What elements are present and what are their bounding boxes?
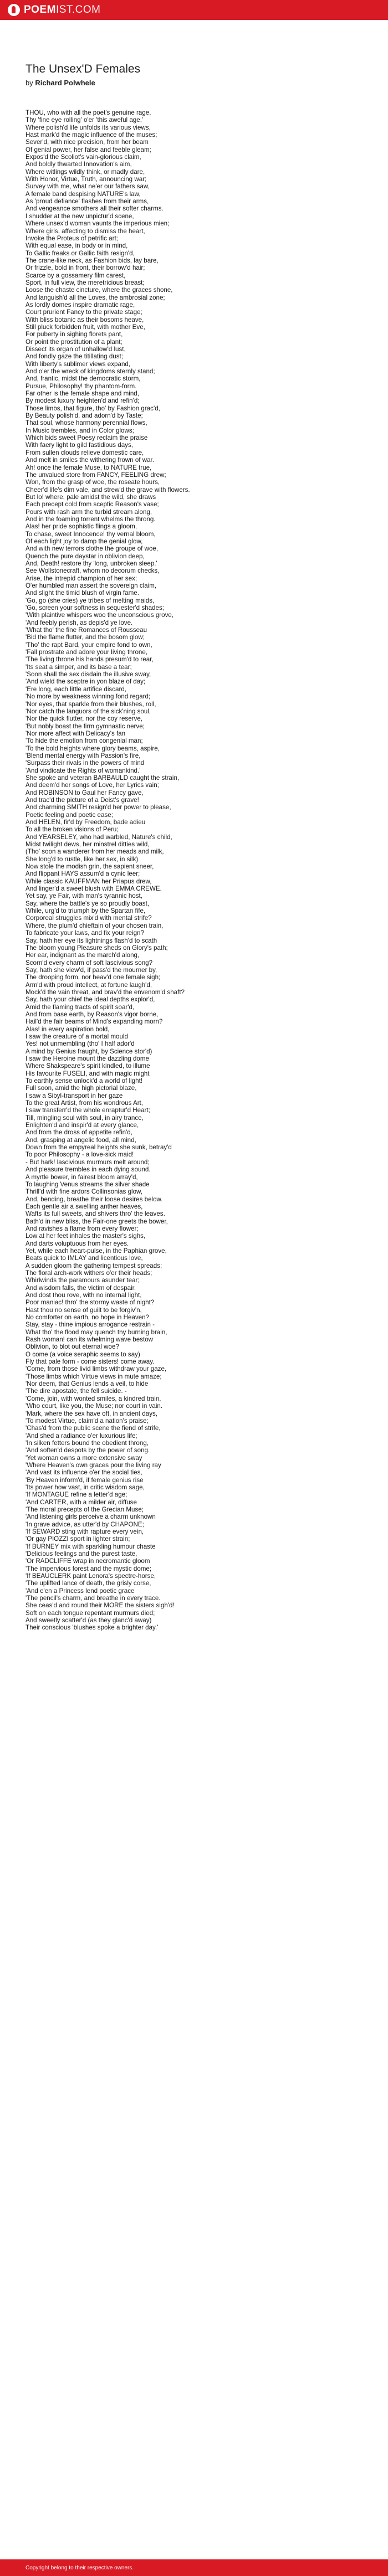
poem-line: 'Who court, like you, the Muse; nor court in vain.: [25, 1402, 163, 1410]
poem-line: She spoke and veteran BARBAULD caught the strain,: [25, 774, 180, 781]
poem-line: Bath'd in new bliss, the Fair-one greets the bower,: [25, 1217, 168, 1225]
poem-line: She long'd to rustle, like her sex, in silk): [25, 855, 139, 863]
poem-line: See Wollstonecraft, whom no decorum checks,: [25, 567, 160, 575]
poem-line: And darts voluptuous from her eyes.: [25, 1240, 129, 1247]
poem-line: Or point the prostitution of a plant;: [25, 338, 122, 346]
poem-line: 'The living throne his hands presum'd to rear,: [25, 656, 154, 664]
poem-line: 'Mark, where the sex have oft, in ancient days,: [25, 1410, 158, 1417]
poem-line: I saw a Sibyl-transport in her gaze: [25, 1092, 123, 1099]
poem-line: 'Bid the flame flutter, and the bosom glow;: [25, 634, 145, 641]
poem-line: 'And shed a radiance o'er luxurious life;: [25, 1432, 137, 1439]
poem-line: Dissect its organ of unhallow'd lust,: [25, 346, 126, 353]
poem-line: Expos'd the Scoliot's vain-glorious claim,: [25, 153, 141, 161]
poem-line: Till, mingling soul with soul, in airy trance,: [25, 1114, 144, 1122]
poem-line: 'And vast its influence o'er the social ties,: [25, 1469, 142, 1477]
poem-line: 'Nor more affect with Delicacy's fan: [25, 729, 126, 737]
poem-line: A sudden gloom the gathering tempest spreads;: [25, 1262, 162, 1269]
poem-line: Down from the empyreal heights she sunk, betray'd: [25, 1144, 172, 1151]
poem-line: 'Ere long, each little artifice discard,: [25, 685, 127, 693]
poem-line: Yet, while each heart-pulse, in the Paphian grove,: [25, 1247, 167, 1254]
poem-line: Where Shakspeare's spirit kindled, to illume: [25, 1062, 150, 1070]
poem-line: 'To modest Virtue, claim'd a nation's praise;: [25, 1417, 149, 1425]
poem-line: Where polish'd life unfolds its various views,: [25, 124, 151, 131]
poem-line: 'Blend mental energy with Passion's fire,: [25, 752, 141, 759]
poem-line: Say, hath her eye its lightnings flash'd to scath: [25, 937, 157, 944]
poem-line: The drooping form, nor heav'd one female sigh;: [25, 974, 161, 981]
poem-line: That soul, whose harmony perennial flows,: [25, 419, 147, 427]
poem-line: 'No more by weakness winning fond regard;: [25, 693, 151, 701]
poem-line: 'Nor the quick flutter, nor the coy reserve,: [25, 715, 142, 723]
poem-line: Hast thou no sense of guilt to be forgiv'n,: [25, 1306, 142, 1314]
poem-line: 'If BURNEY mix with sparkling humour chaste: [25, 1542, 156, 1550]
poem-line: 'The pencil's charm, and breathe in every trace.: [25, 1595, 161, 1602]
poem-line: 'By Heaven inform'd, if female genius rise: [25, 1476, 144, 1484]
poem-line: Or frizzle, bold in front, their borrow'd hair;: [25, 264, 145, 272]
poem-line: - But hark! lascivious murmurs melt around;: [25, 1158, 150, 1166]
poem-line: 'Come, from those livid limbs withdraw your gaze,: [25, 1365, 167, 1373]
site-logo[interactable]: [8, 4, 101, 16]
poem-line: 'Nor catch the languors of the sick'ning soul,: [25, 707, 151, 715]
poem-line: With faery light to gild fastidious days,: [25, 441, 133, 449]
poem-line: Of each light joy to damp the genial glow,: [25, 537, 143, 545]
poem-line: 'The uplifted lance of death, the grisly corse,: [25, 1580, 151, 1587]
poem-line: Whirlwinds the paramours asunder tear;: [25, 1277, 140, 1284]
poem-line: Their conscious 'blushes spoke a brighter day.': [25, 1624, 159, 1632]
poem-line: 'And listening girls perceive a charm unknown: [25, 1513, 156, 1521]
poem-line: Stay, stay - thine impious arrogance restrain -: [25, 1321, 155, 1329]
poem-line: Yes! not unmembling (tho' I half ador'd: [25, 1040, 135, 1048]
poem-line: Which bids sweet Poesy reclaim the praise: [25, 434, 148, 442]
poem-line: And from base earth, by Reason's vigor borne,: [25, 1010, 159, 1018]
poem-line: 'If BEAUCLERK paint Lenora's spectre-horse,: [25, 1572, 156, 1580]
poem-line: And dost thou rove, with no internal light,: [25, 1292, 142, 1299]
poem-line: Wafts its full sweets, and shivers thro' the leaves.: [25, 1210, 165, 1218]
poem-line: 'And feebly perish, as depis'd ye love.: [25, 619, 133, 626]
poem-line: The unvalued store from FANCY, FEELING drew;: [25, 471, 166, 479]
poem-line: And flippant HAYS assum'd a cynic leer;: [25, 870, 140, 878]
poem-line: Amid the flaming tracts of spirit soar'd,: [25, 1003, 135, 1011]
poem-line: And sweetly scatter'd (as they glanc'd away): [25, 1617, 152, 1624]
poem-line: Cheer'd life's dim vale, and strew'd the grave with flowers.: [25, 486, 190, 493]
poem-line: And pleasure trembles in each dying sound.: [25, 1166, 151, 1174]
poem-line: And ROBINSON to Gaul her Fancy gave,: [25, 789, 144, 796]
poem-line: 'With plaintive whispers woo the unconscious grove,: [25, 611, 174, 619]
poem-line: Sever'd, with nice precision, from her beam: [25, 138, 149, 146]
poem-line: Say, hath she view'd, if pass'd the mourner by,: [25, 966, 157, 974]
quill-logo-icon: [8, 4, 20, 16]
poem-line: And melt in smiles the withering frown of war.: [25, 456, 154, 464]
poem-line: 'Its power how vast, in critic wisdom sage,: [25, 1483, 145, 1491]
poem-line: With equal ease, in body or in mind,: [25, 242, 128, 250]
poem-line: A mind by Genius fraught, by Science stor'd): [25, 1047, 152, 1055]
poem-line: 'Chas'd from the public scene the fiend of strife,: [25, 1425, 161, 1432]
poem-line: The bloom young Pleasure sheds on Glory's path;: [25, 944, 168, 952]
poem-line: Alas! in every aspiration bold,: [25, 1025, 110, 1033]
poem-line: While, urg'd to triumph by the Spartan fife,: [25, 907, 146, 915]
poem-line: Far other is the female shape and mind,: [25, 390, 139, 398]
byline: [25, 78, 364, 88]
poem-line: 'The moral precepts of the Grecian Muse;: [25, 1505, 144, 1513]
footer-copyright: Copyright belong to their respective owners.: [25, 2564, 134, 2571]
poem-line: And vengeance smothers all their softer charms.: [25, 205, 164, 213]
poem-line: Each precept cold from sceptic Reason's vase;: [25, 501, 159, 508]
poem-line: And trac'd the picture of a Deist's grave!: [25, 796, 139, 804]
poem-line: The floral arch-work withers o'er their heads;: [25, 1269, 152, 1277]
poem-line: Ah! once the female Muse, to NATURE true,: [25, 464, 152, 471]
poem-line: Court prurient Fancy to the private stage;: [25, 308, 142, 316]
poem-line: And fondly gaze the titillating dust;: [25, 353, 123, 361]
byline-prefix: by: [25, 79, 33, 87]
poem-line: Corporeal struggles mix'd with mental strife?: [25, 914, 152, 922]
poem-line: Scorn'd every charm of soft lascivious song?: [25, 959, 153, 966]
poem-line: (Tho' soon a wanderer from her meads and milk,: [25, 848, 164, 856]
poem-line: I saw transferr'd the whole enraptur'd Heart;: [25, 1107, 150, 1114]
poem-line: I saw the creature of a mortal mould: [25, 1032, 128, 1040]
poem-line: From sullen clouds relieve domestic care,: [25, 449, 144, 456]
poem-line: Those limbs, that figure, tho' by Fashion grac'd,: [25, 404, 160, 412]
poem-line: Hail'd the fair beams of Mind's expanding morn?: [25, 1018, 163, 1026]
poem-line: 'Come, join, with wonted smiles, a kindred train,: [25, 1395, 161, 1402]
poem-line: 'Tho' the rapt Bard, your empire fond to own,: [25, 641, 152, 649]
poem-line: Pursue, Philosophy! thy phantom-form.: [25, 382, 137, 390]
poem-line: With bliss botanic as their bosoms heave,: [25, 316, 144, 323]
poem-line: And HELEN, fir'd by Freedom, bade adieu: [25, 819, 146, 826]
poem-line: Where, the plum'd chieftain of your chosen train,: [25, 922, 164, 929]
logo-text: [24, 4, 101, 16]
poem-line: Say, where the battle's ye so proudly boast,: [25, 899, 150, 907]
poem-line: 'And CARTER, with a milder air, diffuse: [25, 1498, 137, 1506]
poem-line: And YEARSELEY, who had warbled, Nature's child,: [25, 833, 172, 841]
poem-line: Of genial power, her false and feeble gleam;: [25, 146, 151, 153]
poem-line: 'If SEWARD sting with rapture every vein,: [25, 1528, 144, 1535]
poem-line: Enlighten'd and inspir'd at every glance,: [25, 1122, 139, 1129]
poem-line: Where girls, affecting to dismiss the heart,: [25, 227, 145, 235]
poem-line: Sport, in full view, the meretricious breast;: [25, 279, 145, 286]
poem-line: What tho' the flood may quench thy burning brain,: [25, 1328, 167, 1336]
poem-line: 'Go, screen your softness in sequester'd shades;: [25, 604, 164, 612]
poem-line: Poetic feeling and poetic ease;: [25, 811, 113, 819]
poem-line: Each gentle air a swelling anther heaves,: [25, 1202, 143, 1210]
poem-line: THOU, who with all the poet's genuine rage,: [25, 109, 151, 116]
poem-line: Where unsex'd woman vaunts the imperious mien;: [25, 220, 170, 228]
poem-line: To Gallic freaks or Gallic faith resign'd,: [25, 249, 135, 257]
poem-line: By modest luxury heighten'd and refin'd;: [25, 397, 140, 405]
poem-line: And deem'd her songs of Love, her Lyrics vain;: [25, 781, 159, 789]
poem-line: 'In silken fetters bound the obedient throng,: [25, 1439, 149, 1447]
poem-line: And in the foaming torrent whelms the throng.: [25, 515, 156, 523]
poem-line: 'But nobly boast the firm gymnastic nerve;: [25, 722, 145, 730]
poem-line: While classic KAUFFMAN her Priapus drew,: [25, 877, 152, 885]
poem-line: Pours with rash arm the turbid stream along,: [25, 508, 152, 516]
poem-line: Scarce by a gossamery film carest,: [25, 271, 126, 279]
poem-line: Where witlings wildly think, or madly dare,: [25, 168, 145, 176]
poem-line: But lo! where, pale amidst the wild, she draws: [25, 493, 156, 501]
poem-line: To laughing Venus streams the silver shade: [25, 1180, 150, 1188]
logo-text-domain: IST.COM: [55, 4, 101, 16]
poem-line: To poor Philosophy - a love-sick maid!: [25, 1151, 134, 1159]
poem-line: Loose the chaste cincture, where the graces shone,: [25, 286, 173, 294]
poem-line: I shudder at the new unpictur'd scene,: [25, 212, 134, 220]
poem-line: 'Where Heaven's own graces pour the living ray: [25, 1461, 161, 1469]
poem-line: 'Nor deem, that Genius lends a veil, to hide: [25, 1380, 149, 1388]
poem-line: For puberty in sighing florets pant,: [25, 331, 123, 338]
poem-line: And boldly thwarted Innovation's aim,: [25, 161, 132, 168]
poem-line: With liberty's sublimer views expand,: [25, 360, 131, 368]
poem-line: And, Death! restore thy 'long, unbroken sleep.': [25, 559, 157, 567]
poem-line: Fly that pale form - come sisters! come away.: [25, 1358, 155, 1366]
poem-line: 'Or RADCLIFFE wrap in necromantic gloom: [25, 1557, 150, 1565]
poem-line: O'er humbled man assert the sovereign claim,: [25, 582, 157, 589]
poem-line: 'Nor eyes, that sparkle from their blushes, roll,: [25, 700, 156, 708]
poem-line: 'What tho' the fine Romances of Rousseau: [25, 626, 147, 634]
poem-line: 'To the bold heights where glory beams, aspire,: [25, 744, 160, 752]
poem-line: Her ear, indignant as the march'd along,: [25, 952, 140, 959]
poem-line: 'And e'en a Princess lend poetic grace: [25, 1587, 135, 1595]
footer: [0, 2559, 388, 2576]
poem-line: 'Fall prostrate and adore your living throne,: [25, 649, 148, 656]
poem-line: Invoke the Proteus of petrific art;: [25, 234, 118, 242]
poem-line: 'The dire apostate, the fell suicide. -: [25, 1387, 127, 1395]
poem-line: With Honor, Virtue, Truth, announcing war;: [25, 176, 147, 183]
poem-line: 'In grave advice, as utter'd by CHAPONE;: [25, 1520, 144, 1528]
poem-body: [25, 109, 364, 1632]
poem-line: And languish'd all the Loves, the ambrosial zone;: [25, 294, 165, 301]
poem-line: Low at her feet inhales the master's sighs,: [25, 1232, 146, 1240]
poem-line: And with new terrors clothe the groupe of woe,: [25, 545, 159, 553]
poem-line: And, bending, breathe their loose desires below.: [25, 1195, 163, 1203]
poem-line: Hast mark'd the magic influence of the muses;: [25, 131, 157, 139]
poem-line: 'Or gay PIOZZI sport in lighter strain;: [25, 1535, 130, 1543]
poem-line: His favourite FUSELI, and with magic might: [25, 1070, 150, 1077]
poem-line: 'And soften'd despots by the power of song.: [25, 1447, 150, 1454]
poem-line: 'To hide the emotion from congenial man;: [25, 737, 143, 745]
poem-line: Midst twilight dews, her minstrel ditties wild,: [25, 841, 150, 849]
poem-line: And linger'd a sweet blush with EMMA CREWE.: [25, 885, 162, 893]
poem-line: Survey with me, what ne'er our fathers saw,: [25, 183, 150, 191]
poem-line: I saw the Heroine mount the dazzling dome: [25, 1055, 149, 1062]
poem-line: 'The impervious forest and the mystic dome;: [25, 1565, 152, 1572]
poem-line: 'Yet woman owns a more extensive sway: [25, 1454, 142, 1462]
poem-line: And from the dross of appetite refin'd,: [25, 1129, 132, 1137]
poem-line: Arise, the intrepid champion of her sex;: [25, 574, 137, 582]
poem-line: Quench the pure daystar in oblivion deep,: [25, 552, 145, 560]
poem-line: 'Those limbs which Virtue views in mute amaze;: [25, 1372, 162, 1380]
poem-content: [25, 62, 364, 1632]
poem-line: Thy 'fine eye rolling' o'er 'this aweful age,': [25, 116, 144, 124]
poem-line: And wisdom falls, the victim of despair.: [25, 1284, 136, 1292]
poem-line: Won, from the grasp of woe, the roseate hours,: [25, 479, 160, 486]
poem-line: And slight the timid blush of virgin fame.: [25, 589, 139, 597]
poem-line: O come (a voice seraphic seems to say): [25, 1350, 140, 1358]
poem-line: The crane-like neck, as Fashion bids, lay bare,: [25, 256, 159, 264]
poem-line: 'Delicious feelings and the purest taste,: [25, 1550, 137, 1558]
poem-line: She ceas'd and round their MORE the sisters sigh'd!: [25, 1602, 175, 1610]
poem-line: Rash woman! can its whelming wave bestow: [25, 1336, 154, 1344]
poem-line: No comforter on earth, no hope in Heaven?: [25, 1314, 149, 1322]
poem-line: Poor maniac! thro' the stormy waste of night?: [25, 1299, 155, 1307]
poem-line: 'And vindicate the Rights of womankind.': [25, 767, 141, 774]
author-link[interactable]: Richard Polwhele: [35, 79, 95, 87]
poem-line: As lordly domes inspire dramatic rage,: [25, 301, 135, 308]
poem-line: 'Its seat a simper, and its base a tear;: [25, 663, 132, 671]
poem-line: A female band despising NATURE's law,: [25, 190, 141, 198]
poem-line: To all the broken visions of Peru;: [25, 826, 119, 834]
poem-line: And, grasping at angelic food, all mind,: [25, 1136, 136, 1144]
poem-line: Soft on each tongue repentant murmurs died;: [25, 1609, 155, 1617]
poem-line: And ravishes a flame from every flower;: [25, 1225, 139, 1232]
poem-line: Arm'd with proud intellect, at fortune laugh'd,: [25, 981, 152, 989]
poem-line: Thrill'd with fine ardors Collinsonias glow,: [25, 1188, 142, 1196]
poem-line: 'Surpass their rivals in the powers of mind: [25, 759, 145, 767]
poem-line: 'If MONTAGUE refine a letter'd age;: [25, 1491, 127, 1499]
poem-line: Mock'd the vain threat, and brav'd the envenom'd shaft?: [25, 988, 185, 996]
poem-line: Still pluck forbidden fruit, with mother Eve,: [25, 323, 145, 331]
poem-line: Say, hath your chief the ideal depths explor'd,: [25, 996, 155, 1004]
poem-line: 'Soon shall the sex disdain the illusive sway,: [25, 671, 151, 678]
poem-line: A myrtle bower, in fairest bloom array'd,: [25, 1173, 138, 1181]
poem-line: To fabricate your laws, and fix your reign?: [25, 929, 144, 937]
poem-line: By Beauty polish'd, and adorn'd by Taste;: [25, 412, 143, 420]
poem-line: To chase, sweet Innocence! thy vernal bloom,: [25, 530, 156, 538]
poem-line: In Music trembles, and in Color glows;: [25, 426, 134, 434]
top-bar: [0, 0, 388, 20]
poem-line: 'And wield the sceptre in yon blaze of day;: [25, 678, 146, 686]
poem-line: Oblivion, to blot out eternal woe?: [25, 1343, 119, 1351]
poem-line: As 'proud defiance' flashes from their arms,: [25, 198, 149, 205]
poem-line: And, frantic, midst the democratic storm,: [25, 375, 141, 383]
poem-title: The Unsex'D Females: [25, 63, 141, 75]
poem-line: Beats quick to IMLAY and licentious love,: [25, 1254, 143, 1262]
poem-line: To the great Artist, from his wondrous Art,: [25, 1099, 143, 1107]
logo-text-main: POEM: [24, 4, 56, 16]
poem-line: And o'er the wreck of kingdoms sternly stand;: [25, 368, 155, 376]
poem-line: Alas! her pride sophistic flings a gloom,: [25, 523, 137, 531]
poem-line: And charming SMITH resign'd her power to please,: [25, 804, 171, 811]
poem-line: Yet say, ye Fair, with man's tyrannic host,: [25, 892, 142, 900]
poem-line: To earthly sense unlock'd a world of light!: [25, 1077, 143, 1085]
poem-line: Full soon, amid the high pictorial blaze,: [25, 1084, 137, 1092]
poem-line: Now stole the modish grin, the sapient sneer,: [25, 863, 154, 871]
poem-line: 'Go, go (she cries) ye tribes of melting maids,: [25, 597, 155, 604]
